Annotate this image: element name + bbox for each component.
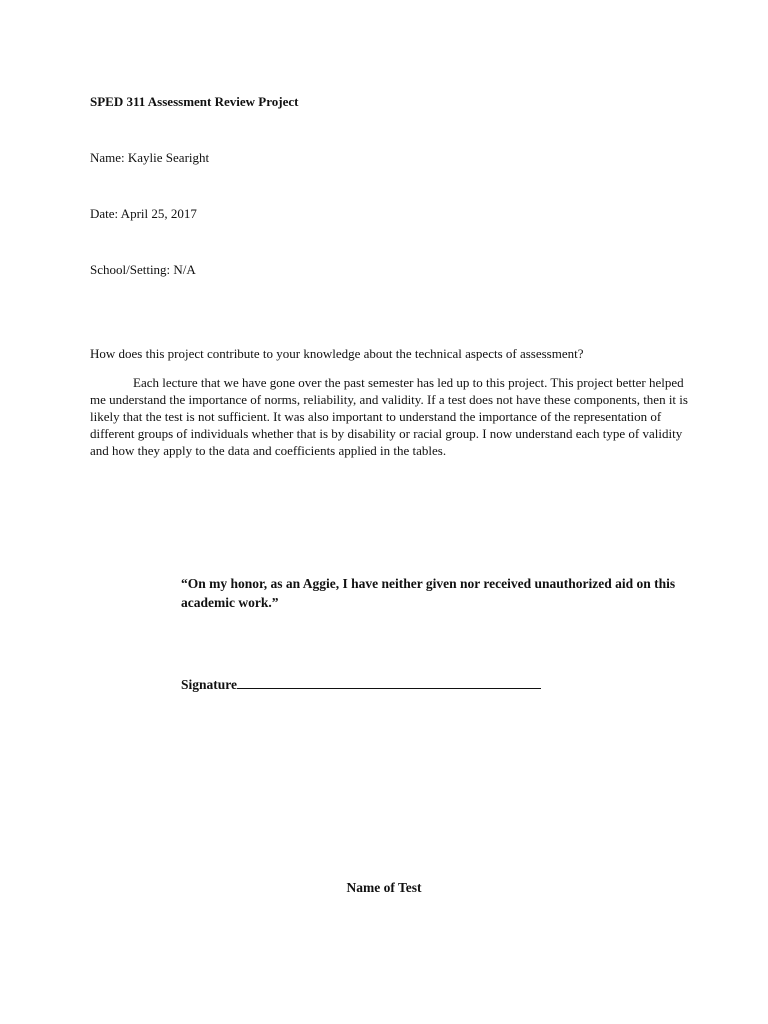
school-setting: School/Setting: N/A xyxy=(90,262,196,277)
signature-line xyxy=(237,676,541,689)
honor-statement: “On my honor, as an Aggie, I have neither given nor received unauthorized aid on this academic work.” xyxy=(181,576,676,610)
section-heading: Name of Test xyxy=(346,880,422,895)
reflection-answer: Each lecture that we have gone over the past semester has led up to this project. This project better helped me understand the importance of norms, reliability, and validity. If a test does not have these components, then it is likely that the test is not sufficient. It was also important to understand the importance of the representation of different groups of individuals whether that is by disability or racial group. I now understand each type of validity and how they apply to the data and coefficients applied in the tables. xyxy=(90,375,688,458)
signature-label: Signature xyxy=(181,677,238,692)
document-title: SPED 311 Assessment Review Project xyxy=(90,94,299,109)
signature-field xyxy=(181,676,541,693)
student-name: Name: Kaylie Searight xyxy=(90,150,210,165)
submission-date: Date: April 25, 2017 xyxy=(90,206,197,221)
reflection-question: How does this project contribute to your knowledge about the technical aspects of assessment? xyxy=(90,346,584,361)
